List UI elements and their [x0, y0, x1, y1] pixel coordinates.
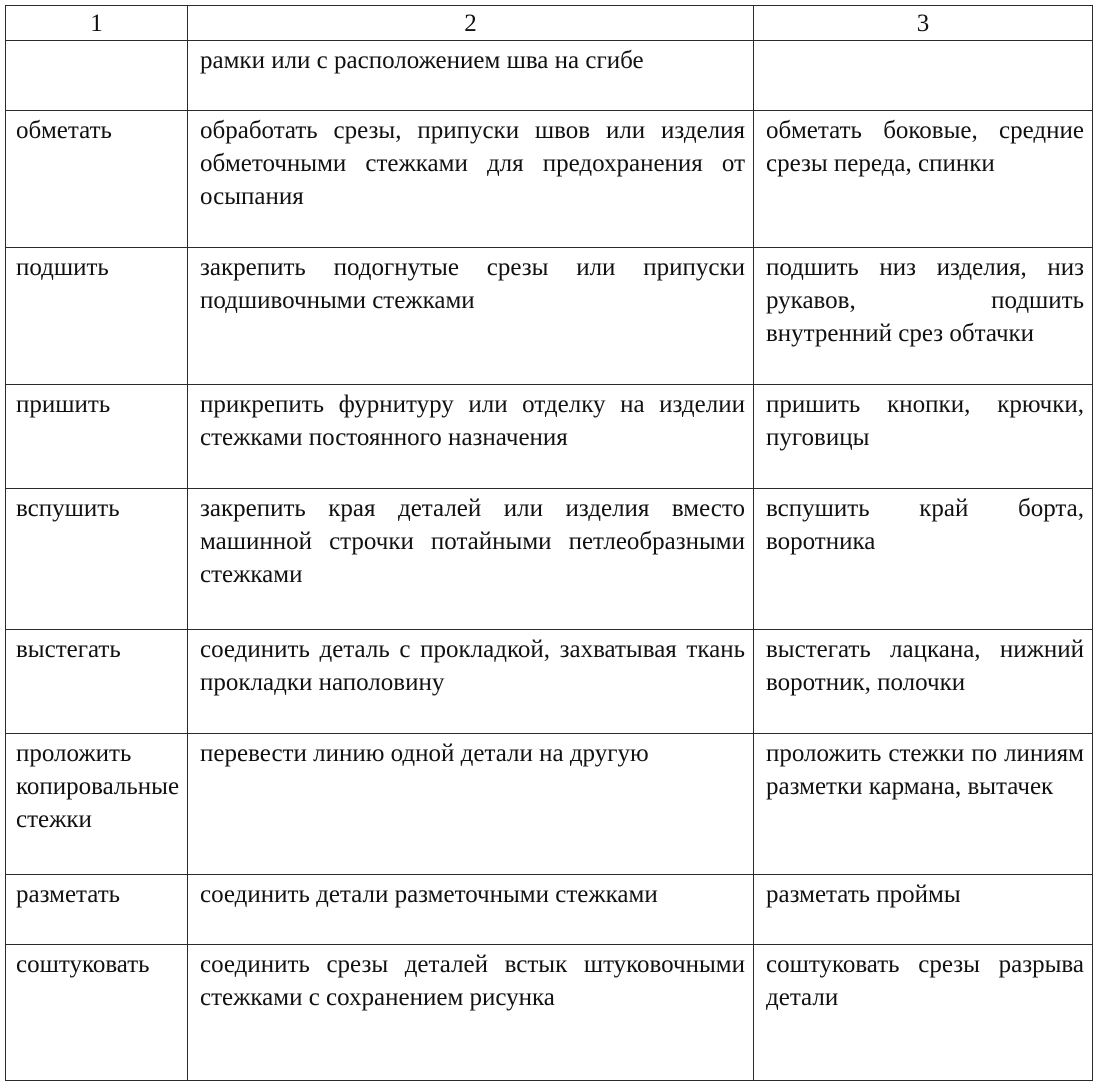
example-cell: разметать проймы — [754, 875, 1093, 945]
definition-cell: прикрепить фурнитуру или отделку на изделии стежками постоянного назначения — [188, 385, 754, 489]
term-cell: пришить — [6, 385, 188, 489]
definition-cell: закрепить края деталей или изделия вместо машинной строчки потайными петлеобразными стежками — [188, 489, 754, 630]
header-row — [6, 6, 1093, 41]
example-cell: пришить кнопки, крючки, пуговицы — [754, 385, 1093, 489]
table-row — [6, 945, 1093, 1081]
term-cell: вспушить — [6, 489, 188, 630]
table-row — [6, 111, 1093, 248]
definition-cell: соединить срезы деталей встык штуковочными стежками с сохранением рисунка — [188, 945, 754, 1081]
header-col-2: 2 — [188, 6, 754, 41]
header-col-1: 1 — [6, 6, 188, 41]
term-cell — [6, 41, 188, 111]
table-row — [6, 489, 1093, 630]
example-cell: вспушить край борта, воротника — [754, 489, 1093, 630]
term-cell: разметать — [6, 875, 188, 945]
example-cell: подшить низ изделия, низ рукавов, подшить внутренний срез обтачки — [754, 248, 1093, 385]
header-col-3: 3 — [754, 6, 1093, 41]
term-cell: выстегать — [6, 630, 188, 734]
definition-cell: обработать срезы, припуски швов или изделия обметочными стежками для предохранения от осыпания — [188, 111, 754, 248]
table-row — [6, 248, 1093, 385]
definition-cell: соединить деталь с прокладкой, захватывая ткань прокладки наполовину — [188, 630, 754, 734]
table-row — [6, 875, 1093, 945]
definition-cell: рамки или с расположением шва на сгибе — [188, 41, 754, 111]
example-cell: проложить стежки по линиям разметки кармана, вытачек — [754, 734, 1093, 875]
table-row — [6, 630, 1093, 734]
definition-cell: перевести линию одной детали на другую — [188, 734, 754, 875]
example-cell: соштуковать срезы разрыва детали — [754, 945, 1093, 1081]
term-cell: обметать — [6, 111, 188, 248]
terms-table — [5, 5, 1093, 1081]
example-cell: выстегать лацкана, нижний воротник, полочки — [754, 630, 1093, 734]
definition-cell: закрепить подогнутые срезы или припуски подшивочными стежками — [188, 248, 754, 385]
term-cell: проложить копировальные стежки — [6, 734, 188, 875]
term-cell: подшить — [6, 248, 188, 385]
table-row-continuation — [6, 41, 1093, 111]
example-cell — [754, 41, 1093, 111]
term-cell: соштуковать — [6, 945, 188, 1081]
definition-cell: соединить детали разметочными стежками — [188, 875, 754, 945]
example-cell: обметать боковые, средние срезы переда, спинки — [754, 111, 1093, 248]
table-row — [6, 734, 1093, 875]
table-row — [6, 385, 1093, 489]
